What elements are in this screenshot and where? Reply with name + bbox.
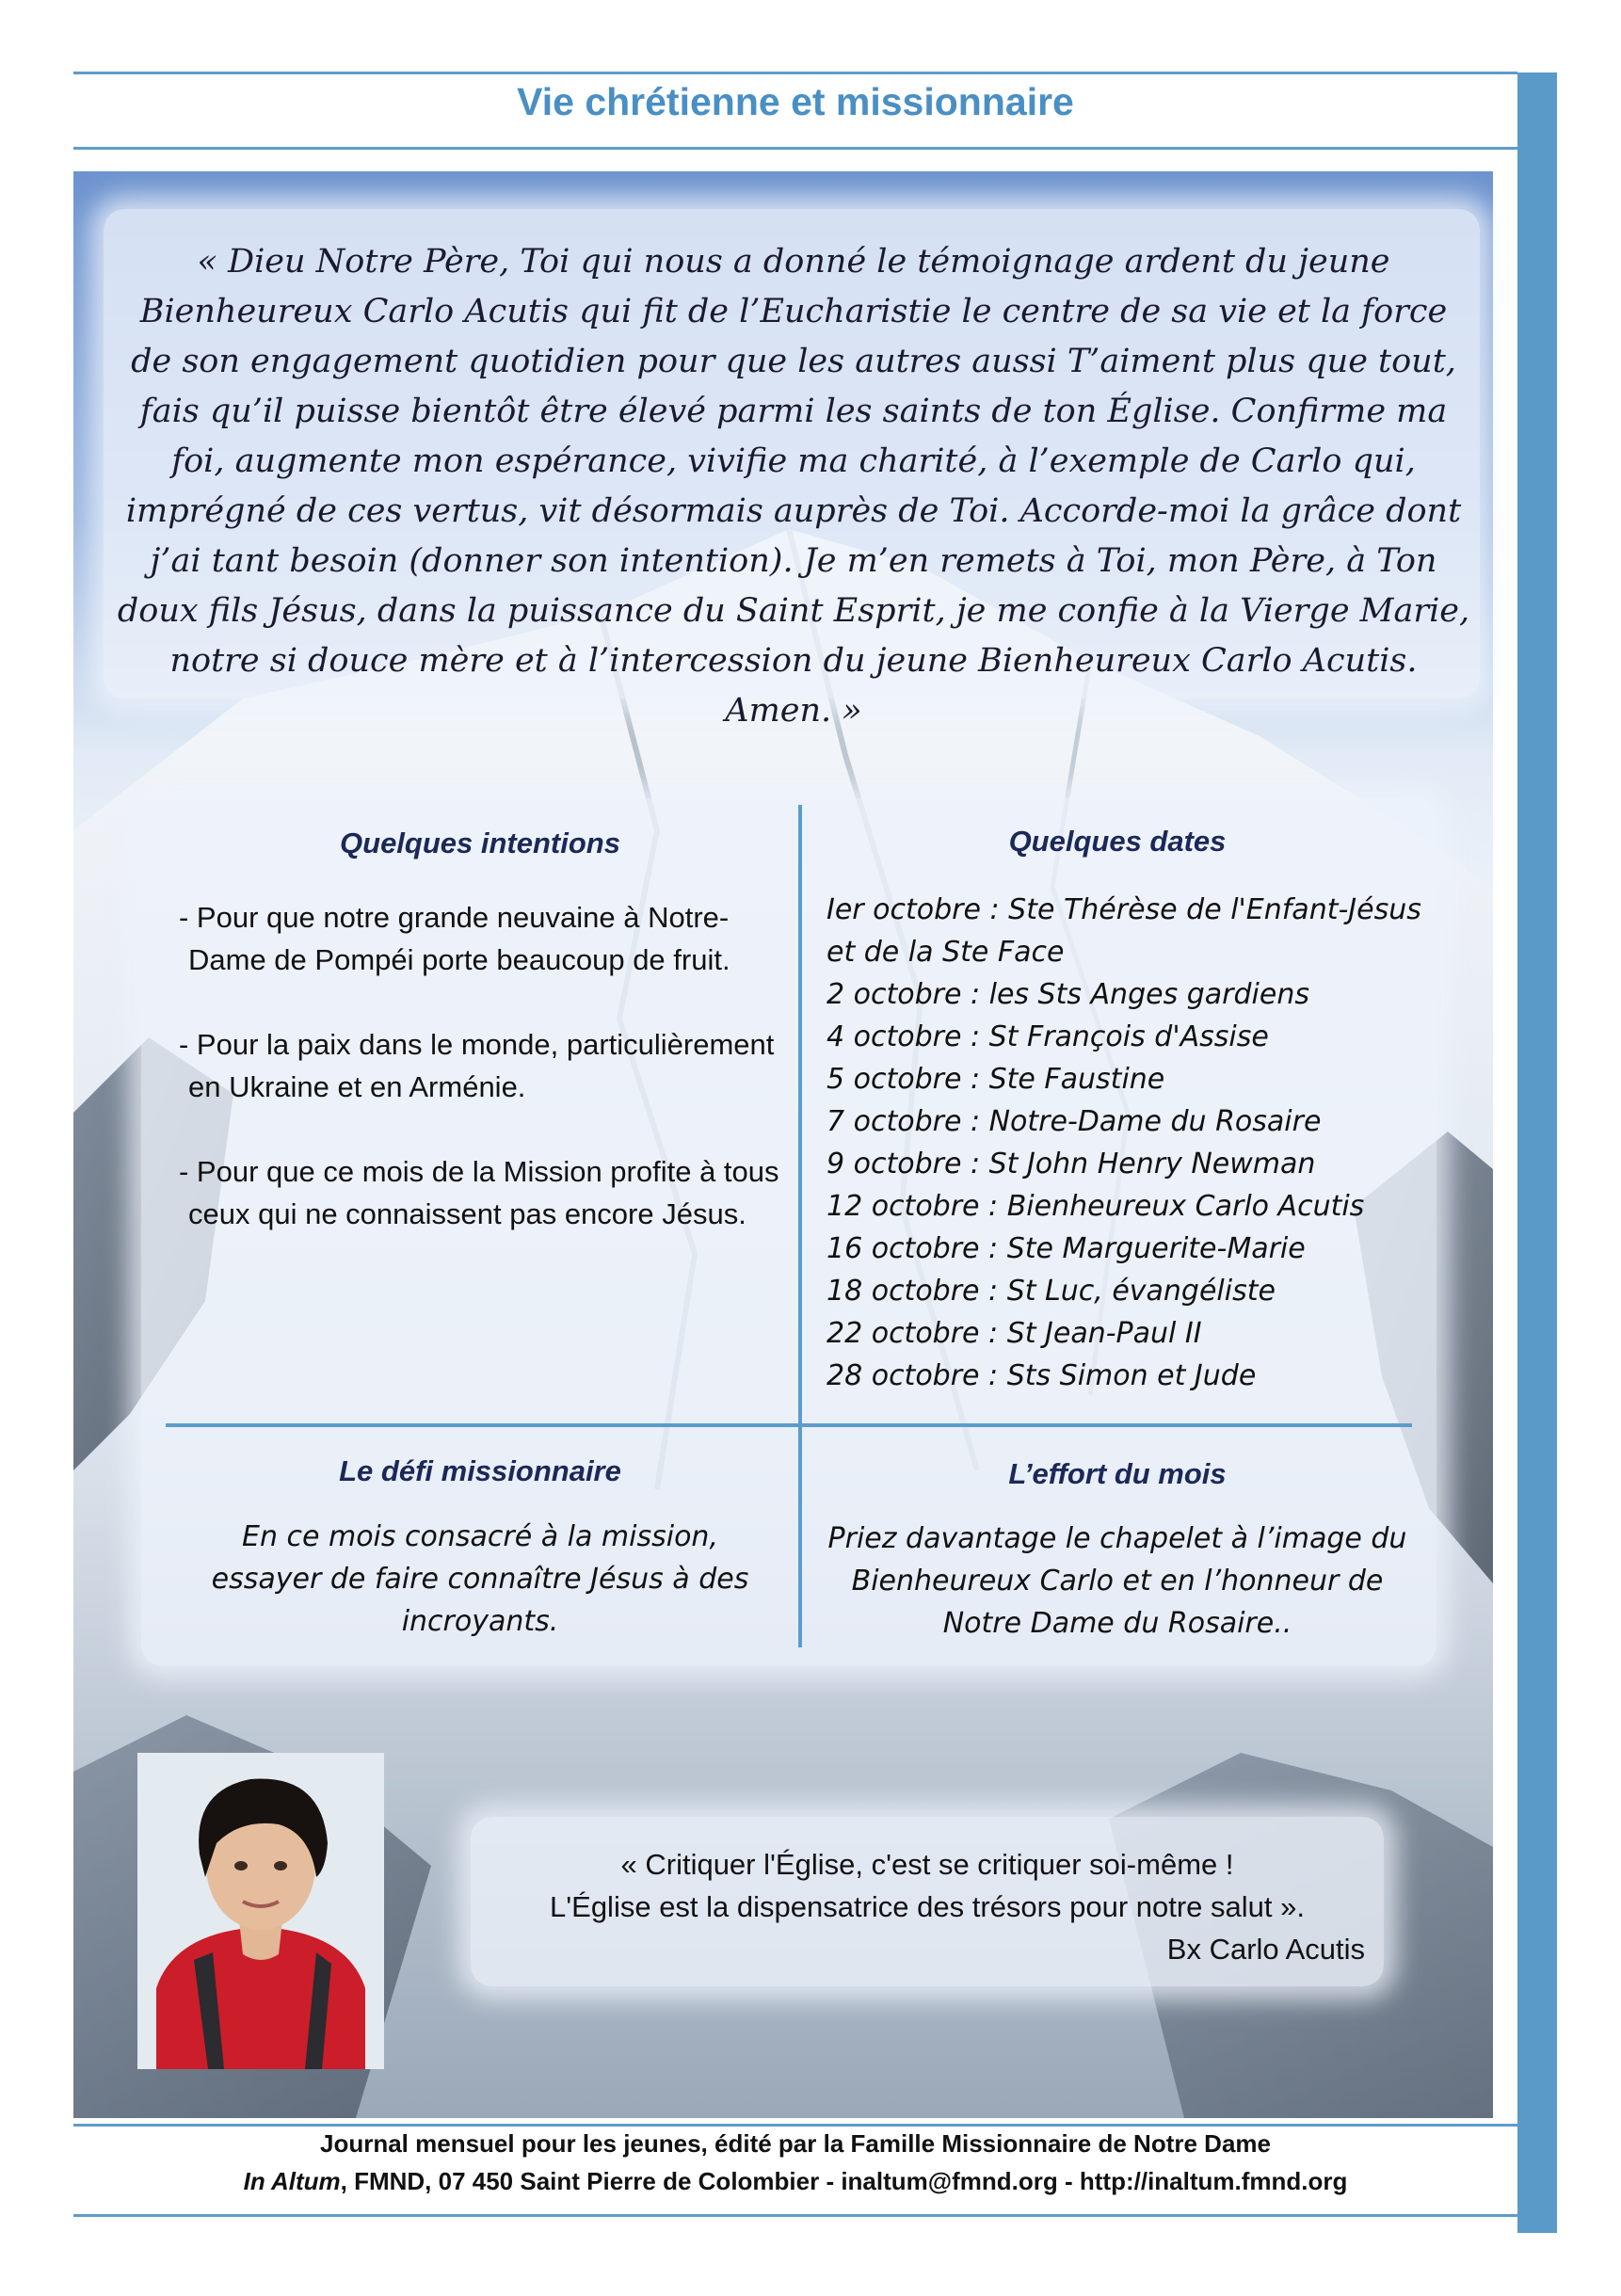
header-bottom-rule — [73, 147, 1517, 150]
quote-author: Bx Carlo Acutis — [1166, 1933, 1365, 1966]
portrait-photo — [137, 1753, 384, 2069]
dates-list — [827, 889, 1438, 1397]
list-item: 28 octobre : Sts Simon et Jude — [827, 1359, 1257, 1392]
list-item: - Pour la paix dans le monde, particulièrement en Ukraine et en Arménie. — [179, 1028, 775, 1103]
effort-text: Priez davantage le chapelet à l’image du Bienheureux Carlo et en l’honneur de Notre Dame du Rosaire.. — [827, 1522, 1407, 1640]
horizontal-divider — [166, 1423, 1412, 1427]
list-item: 2 octobre : les Sts Anges gardiens — [827, 978, 1309, 1011]
footer-contact: , FMND, 07 450 Saint Pierre de Colombier - inaltum@fmnd.org - http://inaltum.fmnd.org — [340, 2167, 1348, 2195]
quote-block — [490, 1843, 1365, 1970]
defi-text: En ce mois consacré à la mission, essayer de faire connaître Jésus à des incroyants. — [211, 1520, 749, 1638]
list-item: 12 octobre : Bienheureux Carlo Acutis — [827, 1190, 1365, 1223]
quote-line-2: L'Église est la dispensatrice des trésors pour notre salut ». — [549, 1890, 1305, 1923]
list-item: Ier octobre : Ste Thérèse de l'Enfant-Jésus et de la Ste Face — [827, 893, 1421, 969]
list-item: 4 octobre : St François d'Assise — [827, 1020, 1269, 1053]
intentions-list — [179, 896, 781, 1277]
footer-line-2 — [73, 2167, 1517, 2196]
footer-line-1: Journal mensuel pour les jeunes, édité par la Famille Missionnaire de Notre Dame — [320, 2129, 1271, 2158]
quote-line-1: « Critiquer l'Église, c'est se critiquer soi-même ! — [620, 1848, 1234, 1881]
vertical-divider — [798, 805, 802, 1647]
list-item: - Pour que ce mois de la Mission profite à tous ceux qui ne connaissent pas encore Jésus. — [179, 1155, 779, 1230]
footer-bottom-rule — [73, 2214, 1517, 2217]
intentions-title: Quelques intentions — [340, 827, 620, 859]
defi-title: Le défi missionnaire — [339, 1454, 621, 1487]
list-item: 5 octobre : Ste Faustine — [827, 1063, 1165, 1096]
dates-title: Quelques dates — [1008, 825, 1227, 858]
page-title: Vie chrétienne et missionnaire — [517, 80, 1074, 123]
list-item: 9 octobre : St John Henry Newman — [827, 1148, 1316, 1180]
prayer-text: « Dieu Notre Père, Toi qui nous a donné le témoignage ardent du jeune Bienheureux Carlo Acutis qui fit de l’Eucharistie le centre de sa vie et la force de son engagement quotidien pour que les autres aussi T’aiment plus que tout, fais qu’il puisse bientôt être élevé parmi les saints de ton Église. Confirme ma foi, augmente mon espérance, vivifie ma charité, à l’exemple de Carlo qui, imprégné de ces vertus, vit désormais auprès de Toi. Accorde-moi la grâce dont j’ai tant besoin (donner son intention). Je m’en remets à Toi, mon Père, à Ton doux fils Jésus, dans la puissance du Saint Esprit, je me confie à la Vierge Marie, notre si douce mère et à l’intercession du jeune Bienheureux Carlo Acutis. Amen. » — [117, 243, 1470, 730]
list-item: 16 octobre : Ste Marguerite-Marie — [827, 1232, 1306, 1265]
list-item: 22 octobre : St Jean-Paul II — [827, 1317, 1202, 1350]
list-item: - Pour que notre grande neuvaine à Notre-Dame de Pompéi porte beaucoup de fruit. — [179, 901, 730, 976]
footer-publication-name: In Altum — [243, 2167, 341, 2195]
header-top-rule — [73, 72, 1517, 74]
side-accent-bar — [1517, 72, 1557, 2233]
effort-title: L’effort du mois — [1008, 1457, 1227, 1490]
list-item: 7 octobre : Notre-Dame du Rosaire — [827, 1105, 1322, 1138]
footer-top-rule — [73, 2124, 1517, 2127]
list-item: 18 octobre : St Luc, évangéliste — [827, 1275, 1276, 1308]
